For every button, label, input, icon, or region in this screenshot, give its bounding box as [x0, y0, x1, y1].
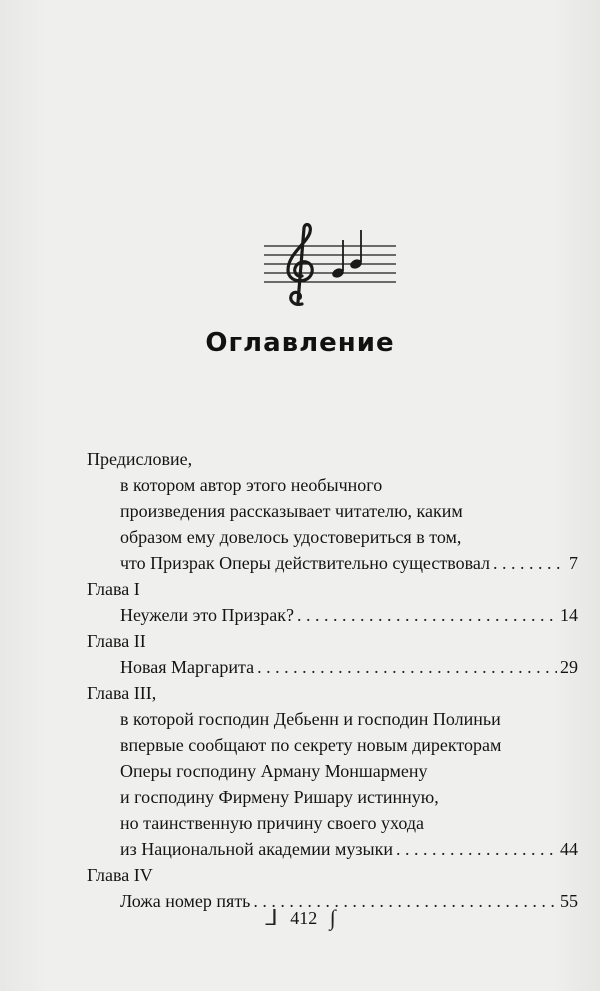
dot-leader: [297, 602, 557, 628]
toc-chapter-3-heading: Глава III,: [87, 683, 157, 703]
toc-chapter-3-line-1: в которой господин Дебьенн и господин Полиньи: [120, 709, 501, 729]
page-title: Оглавление: [205, 328, 395, 358]
dot-leader: [493, 550, 566, 576]
toc-page-number: 55: [560, 891, 578, 911]
toc-page-number: 14: [560, 605, 578, 625]
toc-chapter-3-line-3: Оперы господину Арману Моншармену: [120, 761, 428, 781]
toc-preface-heading: Предисловие,: [87, 449, 193, 469]
toc-preface-line-2: произведения рассказывает читателю, каким: [120, 501, 463, 521]
toc-chapter-2-entry[interactable]: [120, 654, 578, 680]
toc-chapter-3-line-2: впервые сообщают по секрету новым директорам: [120, 735, 502, 755]
toc-entry-text: Новая Маргарита: [120, 657, 255, 677]
toc-chapter-3-line-5: но таинственную причину своего ухода: [120, 813, 424, 833]
toc-page-number: 29: [560, 657, 578, 677]
toc-chapter-3-entry[interactable]: [120, 836, 578, 862]
toc-page-number: 7: [569, 553, 578, 573]
toc-entry-text: из Национальной академии музыки: [120, 839, 393, 859]
treble-clef-with-notes-icon: [258, 218, 400, 310]
toc-chapter-4-heading: Глава IV: [87, 865, 153, 885]
toc-entry-text: Ложа номер пять: [120, 891, 251, 911]
toc-preface-line-1: в котором автор этого необычного: [120, 475, 383, 495]
toc-preface-line-3: образом ему довелось удостовериться в том,: [120, 527, 462, 547]
toc-entry-text: Неужели это Призрак?: [120, 605, 294, 625]
toc-chapter-1-entry[interactable]: [120, 602, 578, 628]
toc-chapter-3-line-4: и господину Фирмену Ришару истинную,: [120, 787, 439, 807]
right-swash-ornament: ∫: [329, 905, 336, 930]
toc-page-number: 44: [560, 839, 578, 859]
toc-entry-text: что Призрак Оперы действительно существовал: [120, 553, 490, 573]
page-number: 412: [290, 907, 318, 928]
dot-leader: [257, 654, 557, 680]
left-swash-ornament: ᒧ: [264, 905, 278, 930]
toc-chapter-2-heading: Глава II: [87, 631, 146, 651]
toc-preface-entry[interactable]: [120, 550, 578, 576]
toc-chapter-1-heading: Глава I: [87, 579, 140, 599]
dot-leader: [396, 836, 557, 862]
page-folio: [0, 905, 600, 931]
